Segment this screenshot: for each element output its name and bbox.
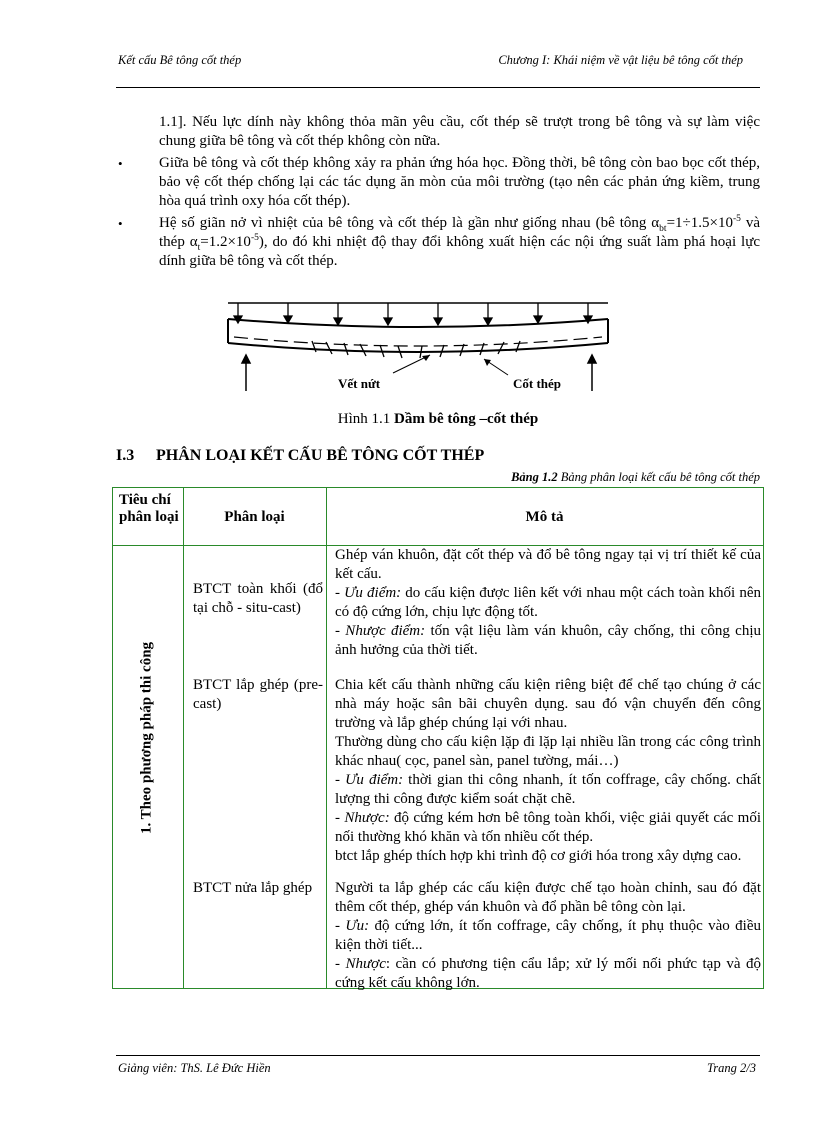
- footer-page-number: Trang 2/3: [707, 1061, 756, 1075]
- table-col-divider: [183, 488, 184, 988]
- paragraph-text: Giữa bê tông và cốt thép không xảy ra phản ứng hóa học. Đồng thời, bê tông còn bao bọc cốt thép, bảo vệ cốt thép chống lại các tác dụng ăn mòn của môi trường (tạo nên các phản ứng kiềm, trung hòa quá trình oxy hóa cốt thép).: [159, 155, 760, 209]
- class-precast: BTCT lắp ghép (pre-cast): [193, 677, 323, 712]
- header-classification: Phân loại: [224, 509, 285, 525]
- paragraph-continuation: [116, 113, 760, 151]
- body-text: [116, 113, 760, 274]
- header-criteria: Tiêu chí phân loại: [119, 492, 179, 525]
- figure-caption: Hình 1.1 Dầm bê tông –cốt thép: [337, 411, 539, 427]
- classification-table: [112, 487, 764, 989]
- desc-semi-precast: Người ta lắp ghép các cấu kiện được chế tạo hoàn chỉnh, sau đó đặt thêm cốt thép, ghép ván khuôn và đổ phần bê tông còn lại. - Ưu: độ cứng lớn, ít tốn coffrage, cây chống, ít phụ thuộc vào điều kiện thời tiết... - Nhược: cần có phương tiện cẩu lắp; xử lý mối nối phức tạp và độ cứng kết cấu không lớn.: [335, 880, 761, 991]
- bullet-icon: •: [118, 216, 123, 231]
- header-description: Mô tả: [525, 509, 564, 525]
- table-caption: Bảng 1.2 Bảng phân loại kết cấu bê tông cốt thép: [511, 470, 760, 484]
- header-chapter-title: Chương I: Khái niệm về vật liệu bê tông cốt thép: [498, 53, 743, 67]
- class-cast-in-place: BTCT toàn khối (đổ tại chỗ - situ-cast): [193, 581, 323, 616]
- beam-diagram: [208, 297, 628, 397]
- header-course-title: Kết cấu Bê tông cốt thép: [118, 53, 242, 67]
- footer-rule: [116, 1055, 760, 1056]
- table-col-divider: [326, 488, 327, 988]
- footer-lecturer: Giảng viên: ThS. Lê Đức Hiền: [118, 1061, 271, 1075]
- desc-precast: Chia kết cấu thành những cấu kiện riêng biệt để chế tạo chúng ở các nhà máy hoặc sân bãi chuyên dụng. sau đó vận chuyển đến công trường và lắp ghép chúng lại với nhau. Thường dùng cho cấu kiện lặp đi lặp lại nhiều lần trong các công trình khác nhau( cọc, panel sàn, panel tường, mái…) - Ưu điểm: thời gian thi công nhanh, ít tốn coffrage, cây chống. chất lượng thi công được kiểm soát chặt chẽ. - Nhược: độ cứng kém hơn bê tông toàn khối, việc giải quyết các mối nối thường khó khăn và tốn nhiều cốt thép. btct lắp ghép thích hợp khi trình độ cơ giới hóa trong xây dựng cao.: [335, 677, 761, 864]
- bullet-icon: •: [118, 156, 123, 171]
- section-title: PHÂN LOẠI KẾT CẤU BÊ TÔNG CỐT THÉP: [156, 447, 485, 464]
- paragraph-text: Hệ số giãn nở vì nhiệt của bê tông và cốt thép là gần như giống nhau (bê tông $\alpha_{bt}=1\div 1.5\times 10^{-5}$ và thép $\alpha_t=1.2\times 10^{-5}$), do đó khi nhiệt độ thay đổi không xuất hiện các nội ứng suất làm phá hoại lực dính giữa bê tông và cốt thép.: [159, 214, 760, 269]
- bullet-paragraph: [116, 214, 760, 271]
- class-semi-precast: BTCT nửa lắp ghép: [193, 880, 313, 896]
- label-steel: Cốt thép: [513, 376, 562, 391]
- header-rule: [116, 87, 760, 88]
- paragraph-text: 1.1]. Nếu lực dính này không thỏa mãn yêu cầu, cốt thép sẽ trượt trong bê tông và sự làm việc chung giữa bê tông và cốt thép không còn nữa.: [159, 114, 760, 149]
- desc-cast-in-place: Ghép ván khuôn, đặt cốt thép và đổ bê tông ngay tại vị trí thiết kế của kết cấu. - Ưu điểm: do cấu kiện được liên kết với nhau một cách toàn khối nên có độ cứng lớn, chịu lực động tốt. - Nhược điểm: tốn vật liệu làm ván khuôn, cây chống, thi công chịu ảnh hưởng của thời tiết.: [335, 547, 761, 658]
- group-label-construction-method: 1. Theo phương pháp thi công: [138, 641, 155, 835]
- section-number: I.3: [116, 447, 135, 464]
- bullet-paragraph: [116, 154, 760, 211]
- beam-figure: [208, 297, 628, 397]
- label-crack: Vết nứt: [338, 376, 381, 391]
- section-heading: [116, 447, 484, 465]
